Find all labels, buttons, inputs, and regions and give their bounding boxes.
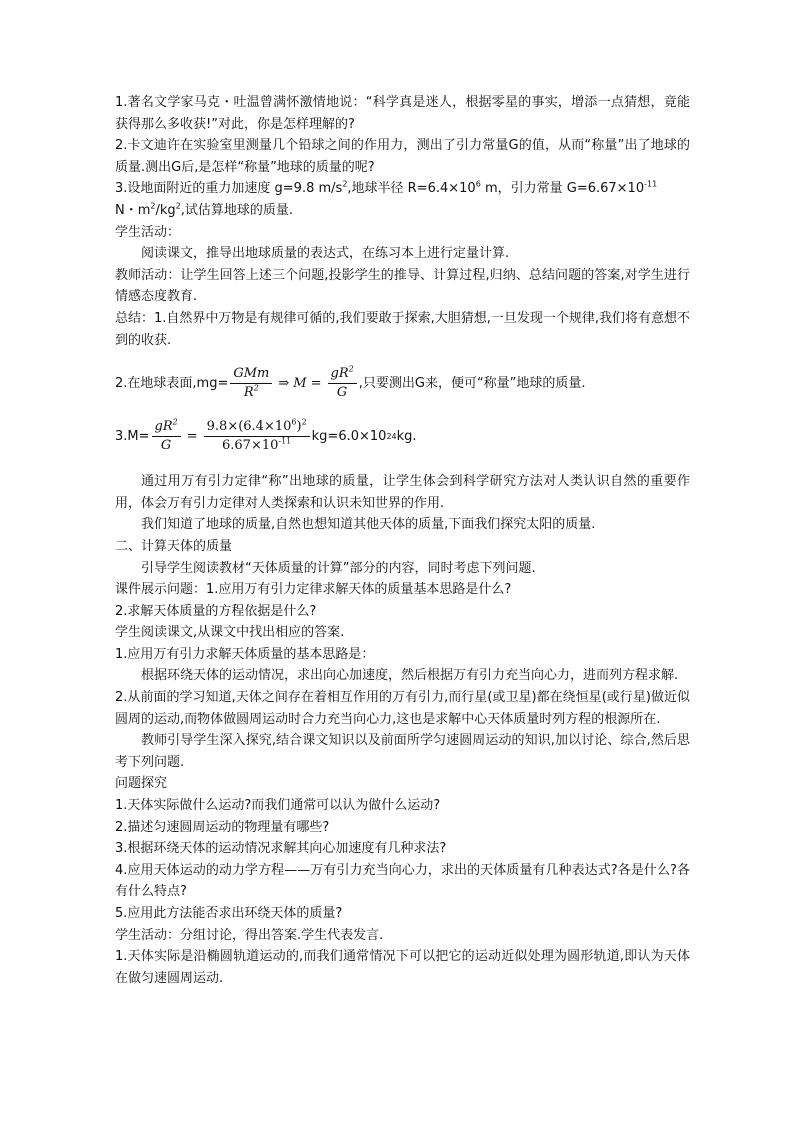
sup: 2: [172, 417, 178, 427]
q3-text-d: N・m: [115, 202, 151, 218]
explore-q2: 2.描述匀速圆周运动的物理量有哪些?: [115, 819, 330, 835]
student-activity-text: 阅读课文，推导出地球质量的表达式，在练习本上进行定量计算.: [141, 246, 510, 262]
read-text: 学生阅读课文,从课文中找出相应的答案.: [115, 625, 345, 641]
num-text: 9.8×(6.4×10: [206, 419, 292, 435]
summary-3-suffix: kg=6.0×10: [311, 428, 387, 444]
show-question-2: 2.求解天体质量的方程依据是什么?: [115, 603, 317, 619]
student-activity-label: 学生活动：: [115, 224, 181, 240]
q3-text-a: 3.设地面附近的重力加速度 g=9.8 m/s: [115, 181, 343, 197]
equals-symbol: =: [310, 375, 322, 391]
summary-2-suffix: ,只要测出G来，便可“称量”地球的质量.: [358, 375, 586, 391]
question-3: [115, 178, 690, 221]
question-2: 2.卡文迪许在实验室里测量几个铅球之间的作用力，测出了引力常量G的值，从而“称量”出了地球的质量.测出G后,是怎样“称量”地球的质量的呢?: [115, 138, 690, 175]
fraction-gmm-r2: [230, 365, 272, 402]
summary-1: 总结：1.自然界中万物是有规律可循的,我们要敢于探索,大胆猜想,一旦发现一个规律,我们将有意想不到的收获.: [115, 310, 690, 348]
denominator: G: [336, 385, 348, 401]
fraction-gr2-g-2: [152, 418, 181, 455]
numerator: [204, 418, 310, 437]
explore-q1: 1.天体实际做什么运动?而我们通常可以认为做什么运动?: [115, 798, 441, 814]
guide-text: 引导学生阅读教材“天体质量的计算”部分的内容，同时考虑下列问题.: [141, 560, 536, 576]
summary-3-unit: kg.: [396, 428, 417, 444]
denominator: [241, 384, 262, 402]
denominator: [219, 437, 294, 455]
section-heading-2: 二、计算天体的质量: [115, 538, 233, 554]
document-page: [115, 92, 690, 989]
explore-q3: 3.根据环绕天体的运动情况求解其向心加速度有几种求法?: [115, 841, 447, 857]
q3-text-f: ,试估算地球的质量.: [180, 202, 294, 218]
sup: 6: [475, 180, 481, 190]
num-text: gR: [154, 419, 173, 435]
denominator: G: [160, 438, 172, 454]
summary-3-formula: 3.M= $\frac{gR^2}{G}$ = $\frac{9.8\times(6.4\times 10^6)^2}{6.67\times 10^{-11}}$ kg=6.0×10 24 kg.: [115, 417, 417, 454]
q3-text-e: /kg: [155, 202, 176, 218]
summary-3-prefix: 3.M=: [115, 428, 150, 444]
final-answer-1: 1.天体实际是沿椭圆轨道运动的,而我们通常情况下可以把它的运动近似处理为圆形轨道,即认为天体在做匀速圆周运动.: [115, 949, 690, 986]
show-question-1: 课件展示问题：1.应用万有引力定律求解天体的质量基本思路是什么?: [115, 582, 512, 598]
num-text: gR: [330, 366, 349, 382]
q3-text-b: ,地球半径 R=6.4×10: [347, 181, 476, 197]
sup: 2: [253, 383, 259, 393]
num-close: ): [296, 419, 302, 435]
sup: 2: [175, 201, 181, 211]
student-activity-2: 学生活动：分组讨论，得出答案.学生代表发言.: [115, 927, 384, 943]
numerator: [328, 365, 357, 384]
explore-heading: 问题探究: [115, 776, 168, 792]
sup: 2: [301, 417, 307, 427]
sup: 2: [342, 180, 348, 190]
sup: -11: [278, 436, 292, 446]
implies-symbol: ⇒: [278, 375, 290, 391]
question-1: 1.著名文学家马克・吐温曾满怀激情地说：“科学真是迷人，根据零星的事实，增添一点猜想，竟能获得那么多收获!”对此，你是怎样理解的?: [115, 95, 690, 132]
teacher-activity: 教师活动：让学生回答上述三个问题,投影学生的推导、计算过程,归纳、总结问题的答案,对学生进行情感态度教育.: [115, 267, 690, 305]
answer-2: 2.从前面的学习知道,天体之间存在着相互作用的万有引力,而行星(或卫星)都在绕恒星(或行星)做近似圆周的运动,而物体做圆周运动时合力充当向心力,这也是求解中心天体质量时列方程的根源所在.: [115, 690, 690, 727]
fraction-gr2-g: [328, 365, 357, 402]
sup: 2: [150, 201, 156, 211]
summary-2-prefix: 2.在地球表面,mg=: [115, 375, 229, 391]
paragraph-a: 通过用万有引力定律“称”出地球的质量，让学生体会到科学研究方法对人类认识自然的重要作用，体会万有引力定律对人类探索和认识未知世界的作用.: [115, 474, 690, 511]
explore-q4: 4.应用天体运动的动力学方程——万有引力充当向心力，求出的天体质量有几种表达式?各是什么?各有什么特点?: [115, 862, 690, 900]
sup: -11: [644, 180, 658, 190]
teacher-guide: 教师引导学生深入探究,结合课文知识以及前面所学匀速圆周运动的知识,加以讨论、综合,然后思考下列问题.: [115, 733, 690, 770]
mass-symbol: M: [293, 375, 307, 391]
sup: 6: [291, 417, 297, 427]
sup: 2: [348, 364, 354, 374]
explore-q5: 5.应用此方法能否求出环绕天体的质量?: [115, 906, 343, 921]
equals-symbol: =: [186, 428, 198, 444]
den-text: 6.67×10: [222, 438, 279, 454]
answer-1-title: 1.应用万有引力求解天体质量的基本思路是：: [115, 646, 375, 662]
fraction-numeric: [204, 418, 310, 455]
paragraph-b: 我们知道了地球的质量,自然也想知道其他天体的质量,下面我们探究太阳的质量.: [141, 517, 596, 533]
numerator: GMm: [230, 365, 272, 384]
q3-text-c: m，引力常量 G=6.67×10: [480, 181, 645, 197]
den-text: R: [243, 385, 254, 401]
answer-1-body: 根据环绕天体的运动情况，求出向心加速度，然后根据万有引力充当向心力，进而列方程求解.: [141, 668, 679, 684]
numerator: [152, 418, 181, 437]
summary-2-formula: [115, 365, 690, 402]
